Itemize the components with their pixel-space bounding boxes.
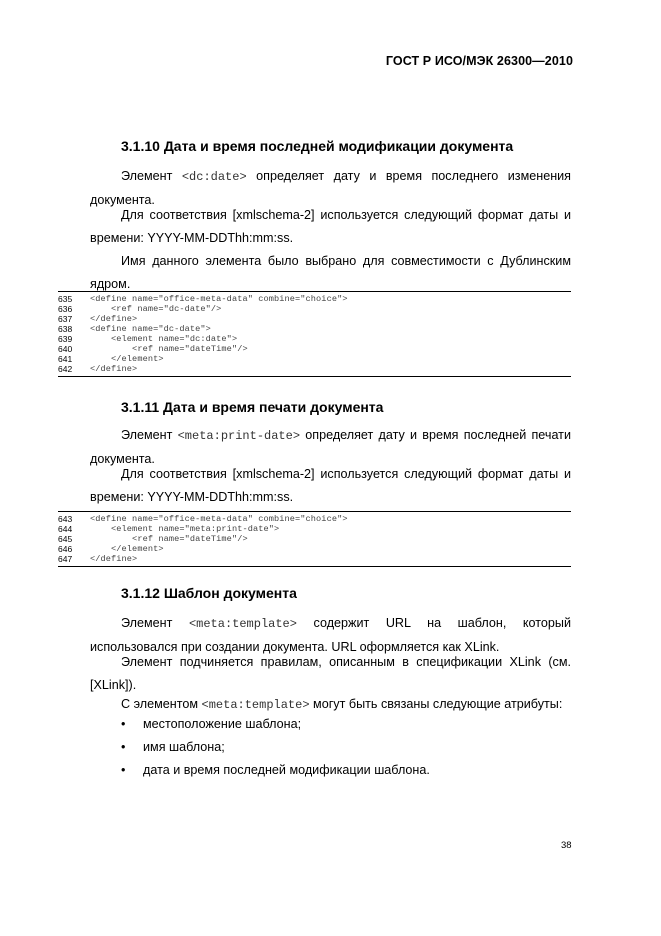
- line-number: 646: [58, 544, 73, 554]
- code-line: [58, 334, 571, 344]
- inline-code: <meta:template>: [201, 698, 310, 712]
- code-line: [58, 314, 571, 324]
- code-text: <element name="dc:date">: [90, 334, 238, 344]
- section-heading-3-1-11: 3.1.11 Дата и время печати документа: [121, 399, 384, 415]
- paragraph-text: содержит URL на шаблон, который использовался при создании документа. URL оформляется как XLink.: [90, 616, 571, 654]
- code-text: <define name="office-meta-data" combine="choice">: [90, 294, 348, 304]
- code-line: [58, 304, 571, 314]
- code-text: <ref name="dc-date"/>: [90, 304, 222, 314]
- code-text: </element>: [90, 354, 164, 364]
- line-number: 642: [58, 364, 73, 374]
- page-number: 38: [561, 840, 572, 851]
- code-text: <ref name="dateTime"/>: [90, 344, 248, 354]
- line-number: 638: [58, 324, 73, 334]
- line-number: 641: [58, 354, 73, 364]
- paragraph-text: Элемент: [121, 616, 189, 630]
- inline-code: <meta:template>: [188, 617, 297, 631]
- code-text: </element>: [90, 544, 164, 554]
- code-text: </define>: [90, 314, 138, 324]
- code-text: <element name="meta:print-date">: [90, 524, 280, 534]
- line-number: 639: [58, 334, 73, 344]
- paragraph-print-date-format: Для соответствия [xmlschema-2] используется следующий формат даты и времени: YYYY-MM-DDThh:mm:ss.: [90, 467, 571, 504]
- code-line: [58, 524, 571, 534]
- line-number: 643: [58, 514, 73, 524]
- code-text: <ref name="dateTime"/>: [90, 534, 248, 544]
- code-line: [58, 514, 571, 524]
- list-item-text: имя шаблона;: [143, 740, 225, 754]
- list-item: [90, 713, 571, 736]
- line-number: 640: [58, 344, 73, 354]
- code-line: [58, 294, 571, 304]
- line-number: 637: [58, 314, 73, 324]
- bullet-icon: •: [121, 717, 126, 731]
- paragraph-date-format: Для соответствия [xmlschema-2] используется следующий формат даты и времени: YYYY-MM-DDThh:mm:ss.: [90, 208, 571, 245]
- code-line: [58, 554, 571, 564]
- code-line: [58, 354, 571, 364]
- paragraph-text: могут быть связаны следующие атрибуты:: [309, 697, 563, 711]
- standard-header: ГОСТ Р ИСО/МЭК 26300—2010: [385, 54, 573, 68]
- bullet-icon: •: [121, 763, 126, 777]
- section-heading-3-1-10: 3.1.10 Дата и время последней модификации документа: [121, 138, 514, 154]
- code-line: [58, 534, 571, 544]
- line-number: 635: [58, 294, 73, 304]
- attribute-list: [90, 713, 571, 782]
- code-block-1: [58, 291, 571, 377]
- line-number: 645: [58, 534, 73, 544]
- paragraph-text: С элементом: [121, 697, 202, 711]
- paragraph-text: определяет дату и время последнего изменения документа.: [90, 169, 572, 207]
- line-number: 636: [58, 304, 73, 314]
- code-block-2: [58, 511, 571, 567]
- code-text: </define>: [90, 364, 138, 374]
- line-number: 644: [58, 524, 73, 534]
- bullet-icon: •: [121, 740, 126, 754]
- code-line: [58, 344, 571, 354]
- list-item: [90, 759, 571, 782]
- list-item-text: местоположение шаблона;: [143, 717, 302, 731]
- code-line: [58, 544, 571, 554]
- code-line: [58, 364, 571, 374]
- paragraph-text: Элемент: [121, 169, 182, 183]
- section-heading-3-1-12: 3.1.12 Шаблон документа: [121, 585, 297, 601]
- paragraph-xlink: Элемент подчиняется правилам, описанным в спецификации XLink (см. [XLink]).: [90, 655, 571, 692]
- code-text: </define>: [90, 554, 138, 564]
- code-text: <define name="office-meta-data" combine="choice">: [90, 514, 348, 524]
- list-item-text: дата и время последней модификации шаблона.: [143, 763, 430, 777]
- paragraph-dublin-core: Имя данного элемента было выбрано для совместимости с Дублинским ядром.: [90, 254, 571, 291]
- inline-code: <dc:date>: [181, 170, 247, 184]
- code-text: <define name="dc-date">: [90, 324, 211, 334]
- paragraph-text: Элемент: [121, 428, 178, 442]
- code-line: [58, 324, 571, 334]
- list-item: [90, 736, 571, 759]
- line-number: 647: [58, 554, 73, 564]
- paragraph-text: определяет дату и время последней печати документа.: [90, 428, 571, 466]
- inline-code: <meta:print-date>: [177, 429, 301, 443]
